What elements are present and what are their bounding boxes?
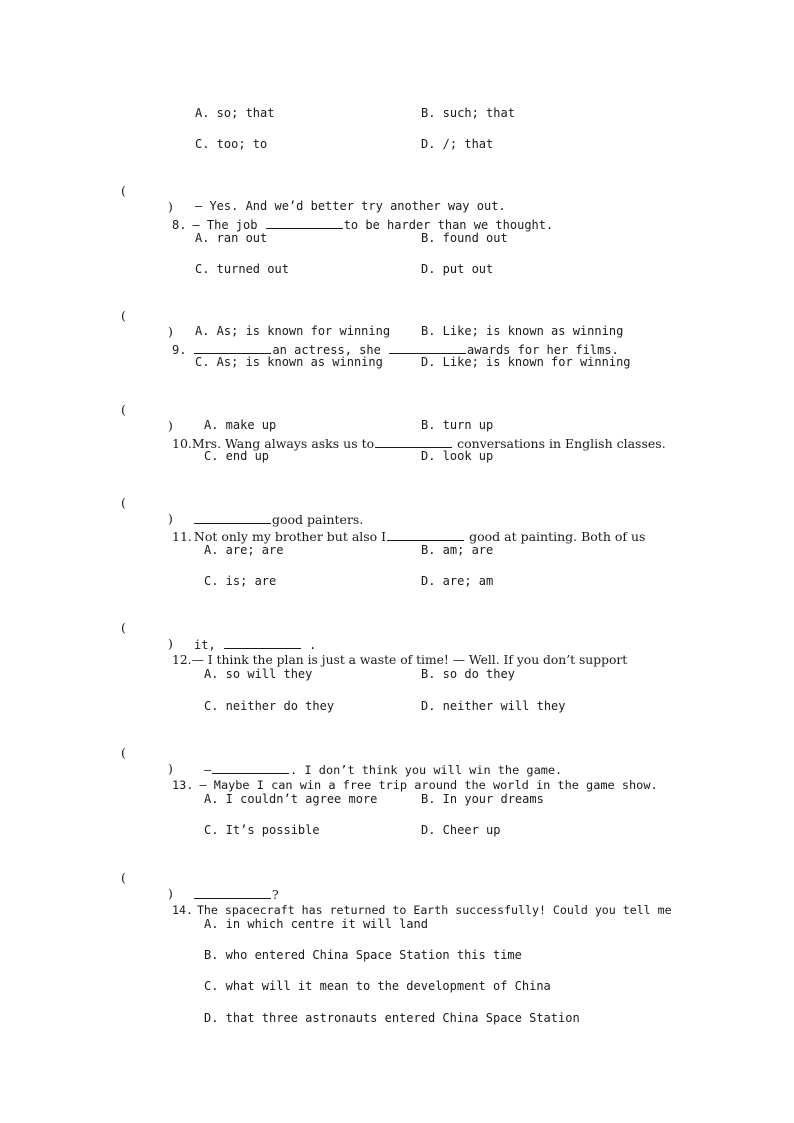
q13-option-a: A. I couldn’t agree more xyxy=(204,792,378,806)
q9-option-b: B. Like; is known as winning xyxy=(421,324,624,338)
question-10 xyxy=(0,386,794,466)
q13-option-d: D. Cheer up xyxy=(421,823,501,837)
q12-option-c: C. neither do they xyxy=(204,699,335,713)
answer-blank[interactable] xyxy=(387,527,464,541)
q10-option-d: D. look up xyxy=(421,449,494,463)
question-number: 14. The spacecraft has returned to Earth successfully! Could you tell me xyxy=(172,903,672,917)
answer-paren-close: ) xyxy=(168,418,173,433)
answer-paren-open: ( xyxy=(121,870,126,885)
question-9 xyxy=(0,292,794,372)
answer-blank[interactable] xyxy=(224,635,301,649)
q11-option-c: C. is; are xyxy=(204,574,277,588)
q10-option-b: B. turn up xyxy=(421,418,494,432)
q8-option-d: D. put out xyxy=(421,262,494,276)
answer-blank[interactable] xyxy=(194,340,271,354)
q13-option-b: B. In your dreams xyxy=(421,792,544,806)
q7-option-d: D. /; that xyxy=(421,137,494,151)
q9-option-c: C. As; is known as winning xyxy=(195,355,383,369)
q14-option-b: B. who entered China Space Station this time xyxy=(204,948,522,962)
answer-blank[interactable] xyxy=(266,215,343,229)
q12-option-a: A. so will they xyxy=(204,667,313,681)
q13-option-c: C. It’s possible xyxy=(204,823,320,837)
answer-paren-close: ) xyxy=(168,324,173,339)
question-12 xyxy=(0,604,794,684)
answer-paren-close: ) xyxy=(168,511,173,526)
answer-blank[interactable] xyxy=(389,340,466,354)
q14-option-d: D. that three astronauts entered China Space Station xyxy=(204,1011,580,1025)
q11-option-a: A. are; are xyxy=(204,543,284,557)
answer-paren-open: ( xyxy=(121,402,126,417)
q11-option-b: B. am; are xyxy=(421,543,494,557)
answer-paren-open: ( xyxy=(121,495,126,510)
question-number: 13. — Maybe I can win a free trip around the world in the game show. xyxy=(172,778,658,792)
q10-option-a: A. make up xyxy=(204,418,277,432)
q14-option-c: C. what will it mean to the development of China xyxy=(204,979,551,993)
q7-option-a: A. so; that xyxy=(195,106,275,120)
question-number: 8. — The job to be harder than we thought. xyxy=(172,215,553,233)
question-number: 9. an actress, she awards for her films. xyxy=(172,340,619,358)
q14-option-a: A. in which centre it will land xyxy=(204,917,428,931)
q11-line2: good painters. xyxy=(194,510,363,528)
question-number: 12.— I think the plan is just a waste of time! — Well. If you don’t support xyxy=(172,653,628,667)
q8-option-b: B. found out xyxy=(421,231,508,245)
q10-option-c: C. end up xyxy=(204,449,270,463)
answer-blank[interactable] xyxy=(194,510,271,524)
answer-blank[interactable] xyxy=(375,434,452,448)
q7-option-b: B. such; that xyxy=(421,106,515,120)
answer-paren-close: ) xyxy=(168,636,173,651)
answer-paren-close: ) xyxy=(168,886,173,901)
q12-line2: it, . xyxy=(194,635,316,653)
answer-paren-open: ( xyxy=(121,308,126,323)
answer-paren-open: ( xyxy=(121,183,126,198)
q8-option-c: C. turned out xyxy=(195,262,289,276)
question-number: 10.Mrs. Wang always asks us to conversations in English classes. xyxy=(172,436,666,451)
question-11 xyxy=(0,479,794,559)
answer-paren-close: ) xyxy=(168,199,173,214)
q8-reply: — Yes. And we’d better try another way out. xyxy=(195,199,506,213)
q9-option-a: A. As; is known for winning xyxy=(195,324,391,338)
answer-blank[interactable] xyxy=(212,760,289,774)
q7-option-c: C. too; to xyxy=(195,137,268,151)
question-number: 11. Not only my brother but also I good at painting. Both of us xyxy=(172,529,646,544)
answer-paren-open: ( xyxy=(121,620,126,635)
q12-option-d: D. neither will they xyxy=(421,699,566,713)
q9-option-d: D. Like; is known for winning xyxy=(421,355,631,369)
q12-option-b: B. so do they xyxy=(421,667,515,681)
q14-line2: ? xyxy=(194,885,279,903)
q8-option-a: A. ran out xyxy=(195,231,268,245)
answer-paren-close: ) xyxy=(168,761,173,776)
answer-blank[interactable] xyxy=(194,885,271,899)
q11-option-d: D. are; am xyxy=(421,574,494,588)
q13-reply: — . I don’t think you will win the game. xyxy=(204,760,562,778)
answer-paren-open: ( xyxy=(121,745,126,760)
